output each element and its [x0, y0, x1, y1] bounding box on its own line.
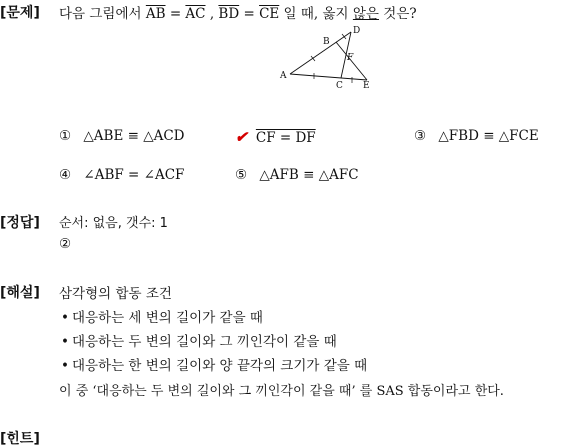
line-ae [290, 74, 367, 80]
label-b: B [323, 37, 330, 47]
label-f: F [347, 53, 354, 63]
segment-ab: $\overline{AB}$ [145, 6, 166, 22]
stem-mid: 일 때, 옳지 [283, 6, 349, 22]
choice-text: △FBD ≡ △FCE [438, 128, 539, 144]
choice-5[interactable] [235, 167, 359, 183]
choice-text: △ABE ≡ △ACD [83, 128, 185, 144]
line-ad [290, 32, 351, 74]
stem-end: 것은? [383, 6, 417, 22]
label-c: C [336, 81, 343, 91]
not-word: 않은 [352, 6, 379, 22]
equals-sign: = [243, 6, 255, 22]
choice-number: ④ [59, 167, 72, 183]
list-item [61, 306, 263, 326]
equals-sign: = [169, 6, 182, 22]
choice-text: CF = DF [255, 130, 316, 146]
choice-number: ③ [414, 128, 427, 144]
explanation-title: 삼각형의 합동 조건 [59, 286, 172, 302]
list-item [61, 330, 337, 350]
comma: , [209, 6, 215, 22]
answer-value: ② [59, 236, 72, 252]
choice-number: ① [59, 128, 72, 144]
problem-stem [59, 2, 417, 22]
bullet-text: • 대응하는 두 변의 길이와 그 끼인각이 같을 때 [61, 334, 337, 350]
label-e: E [363, 81, 370, 91]
label-d: D [353, 26, 361, 36]
segment-ce: $\overline{CE}$ [259, 6, 280, 22]
choice-text: ∠ABF = ∠ACF [83, 167, 185, 183]
choice-1[interactable] [59, 128, 185, 144]
explanation-tag: [해설] [0, 285, 40, 301]
choice-number: ⑤ [235, 167, 248, 183]
check-mark-icon: ✔ [235, 128, 248, 146]
hint-tag: [힌트] [0, 431, 40, 447]
stem-prefix: 다음 그림에서 [59, 6, 142, 22]
explanation-conclusion: 이 중 ‘대응하는 두 변의 길이와 그 끼인각이 같을 때’ 를 SAS 합동이라고 한다. [59, 384, 504, 399]
bullet-text: • 대응하는 세 변의 길이가 같을 때 [61, 310, 263, 326]
label-a: A [280, 71, 287, 81]
choice-2[interactable] [235, 128, 316, 146]
segment-ac: $\overline{AC}$ [185, 6, 206, 22]
answer-tag: [정답] [0, 215, 40, 231]
choice-3[interactable] [414, 128, 539, 144]
choice-text: △AFB ≡ △AFC [259, 167, 359, 183]
segment-bd: $\overline{BD}$ [218, 6, 240, 22]
answer-meta: 순서: 없음, 갯수: 1 [59, 216, 168, 231]
problem-tag: [문제] [0, 5, 40, 21]
choice-4[interactable] [59, 167, 184, 183]
list-item [61, 354, 367, 374]
bullet-text: • 대응하는 한 변의 길이와 양 끝각의 크기가 같을 때 [61, 358, 367, 374]
triangle-figure [270, 22, 380, 92]
